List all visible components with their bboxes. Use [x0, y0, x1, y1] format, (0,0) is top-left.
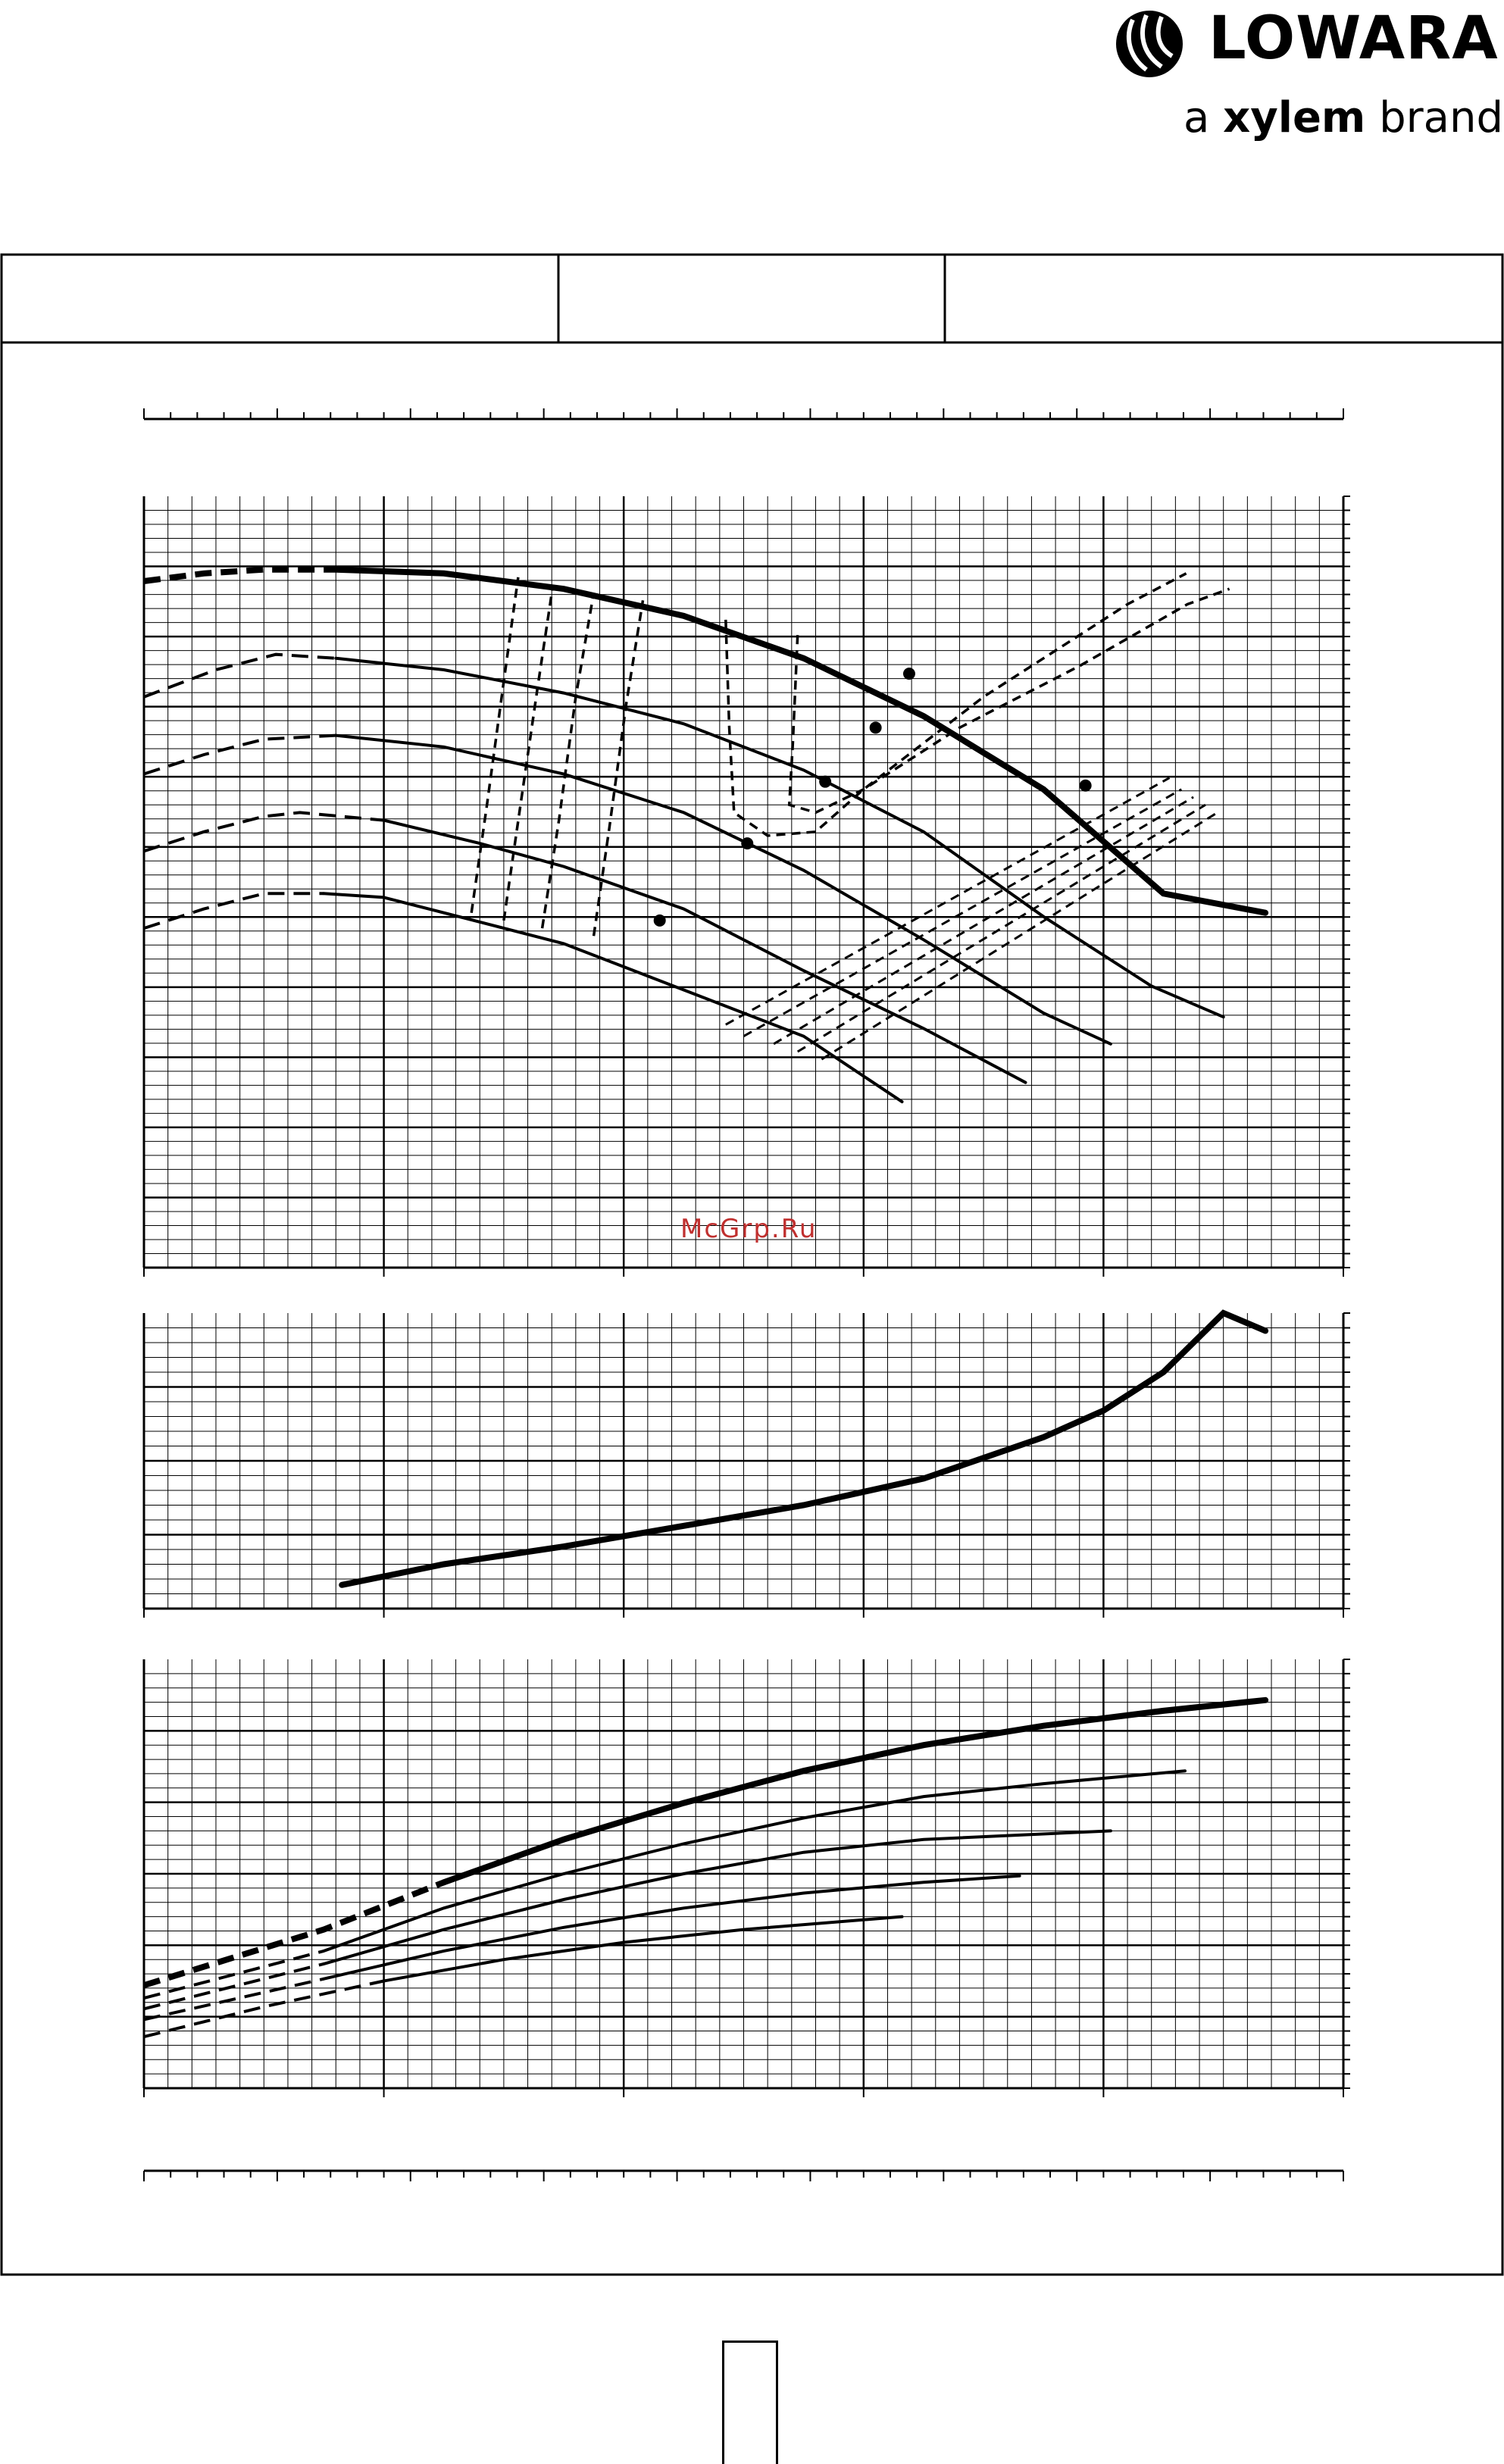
- bottom-scale: [144, 2171, 1343, 2181]
- duty-point-5: [1080, 780, 1092, 792]
- curve-series-4-dashed: [144, 893, 324, 928]
- efficiency-curve-2: [543, 593, 594, 928]
- duty-point-4: [654, 915, 666, 927]
- watermark: McGrp.Ru: [680, 1214, 818, 1244]
- curve-series-0: [342, 1313, 1265, 1585]
- duty-point-1: [870, 721, 882, 733]
- brand-name: LOWARA: [1209, 5, 1499, 73]
- iso-line-3: [798, 805, 1205, 1052]
- efficiency-curve-0: [471, 577, 518, 913]
- duty-point-2: [819, 776, 831, 788]
- power-panel: [144, 1659, 1350, 2097]
- page-number-box: [722, 2340, 778, 2464]
- top-scale: [144, 408, 1343, 419]
- sheet-frame: [2, 255, 1502, 2275]
- tagline-bold: xylem: [1223, 93, 1366, 142]
- curve-series-2: [336, 736, 1111, 1044]
- curve-series-0: [444, 1700, 1265, 1883]
- tagline-suffix: brand: [1365, 93, 1504, 142]
- iso-line-1: [744, 790, 1182, 1037]
- curve-series-0: [336, 570, 1265, 913]
- head-panel: [144, 496, 1350, 1277]
- tagline-prefix: a: [1184, 93, 1224, 142]
- duty-point-0: [903, 668, 915, 680]
- curve-series-2: [324, 1831, 1111, 1964]
- curve-series-1: [336, 658, 1223, 1017]
- iso-line-4: [821, 812, 1217, 1059]
- npsh-panel: [144, 1313, 1350, 1618]
- duty-point-3: [741, 837, 753, 849]
